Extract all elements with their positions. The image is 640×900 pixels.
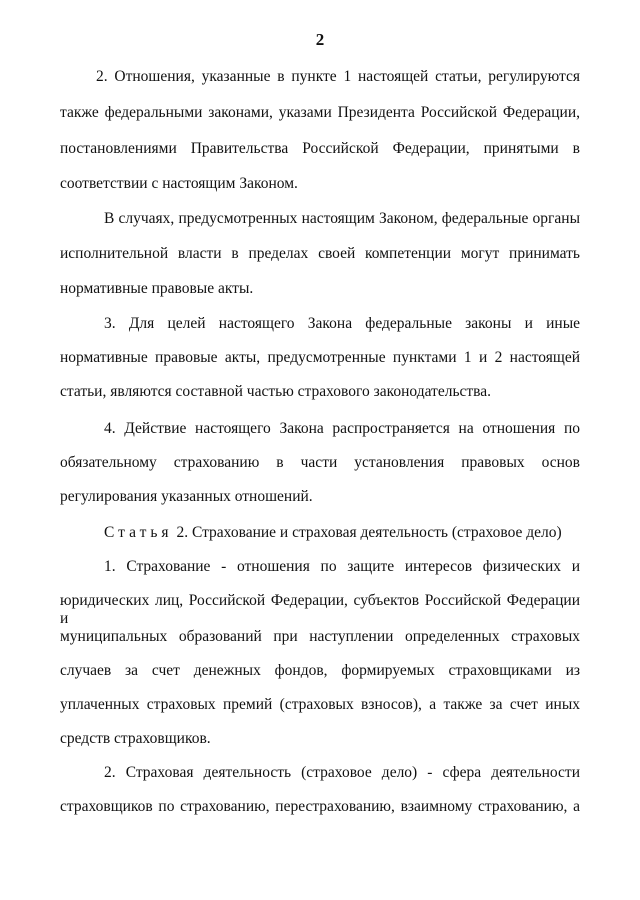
paragraph-line: юридических лиц, Российской Федерации, субъектов Российской Федерации и (60, 592, 580, 627)
paragraph-line: средств страховщиков. (60, 730, 211, 747)
paragraph-line: 2. Страховая деятельность (страховое дело) - сфера деятельности (104, 764, 580, 781)
article-heading-prefix: Статья (104, 524, 173, 541)
paragraph-line: 3. Для целей настоящего Закона федеральные законы и иные (104, 315, 580, 332)
paragraph-line: нормативные правовые акты. (60, 280, 254, 297)
paragraph-line: 2. Отношения, указанные в пункте 1 настоящей статьи, регулируются (96, 68, 580, 85)
paragraph-line: соответствии с настоящим Законом. (60, 175, 298, 192)
paragraph-line: также федеральными законами, указами Президента Российской Федерации, (60, 104, 580, 121)
paragraph-line: случаев за счет денежных фондов, формируемых страховщиками из (60, 662, 580, 679)
paragraph-line: 4. Действие настоящего Закона распространяется на отношения по (104, 420, 580, 437)
paragraph-line: страховщиков по страхованию, перестрахованию, взаимному страхованию, а (60, 798, 580, 815)
article-heading (104, 524, 562, 542)
paragraph-line: 1. Страхование - отношения по защите интересов физических и (104, 558, 580, 575)
paragraph-line: муниципальных образований при наступлении определенных страховых (60, 628, 580, 645)
page-number: 2 (315, 30, 325, 49)
paragraph-line: статьи, являются составной частью страхового законодательства. (60, 383, 492, 400)
paragraph-line: В случаях, предусмотренных настоящим Законом, федеральные органы (104, 210, 580, 227)
paragraph-line: уплаченных страховых премий (страховых взносов), а также за счет иных (60, 696, 580, 713)
paragraph-line: постановлениями Правительства Российской Федерации, принятыми в (60, 140, 580, 157)
article-heading-title: 2. Страхование и страховая деятельность (страховое дело) (176, 524, 562, 541)
paragraph-line: регулирования указанных отношений. (60, 488, 313, 505)
paragraph-line: обязательному страхованию в части установления правовых основ (60, 454, 580, 471)
paragraph-line: нормативные правовые акты, предусмотренные пунктами 1 и 2 настоящей (60, 349, 580, 366)
paragraph-line: исполнительной власти в пределах своей компетенции могут принимать (60, 245, 580, 262)
